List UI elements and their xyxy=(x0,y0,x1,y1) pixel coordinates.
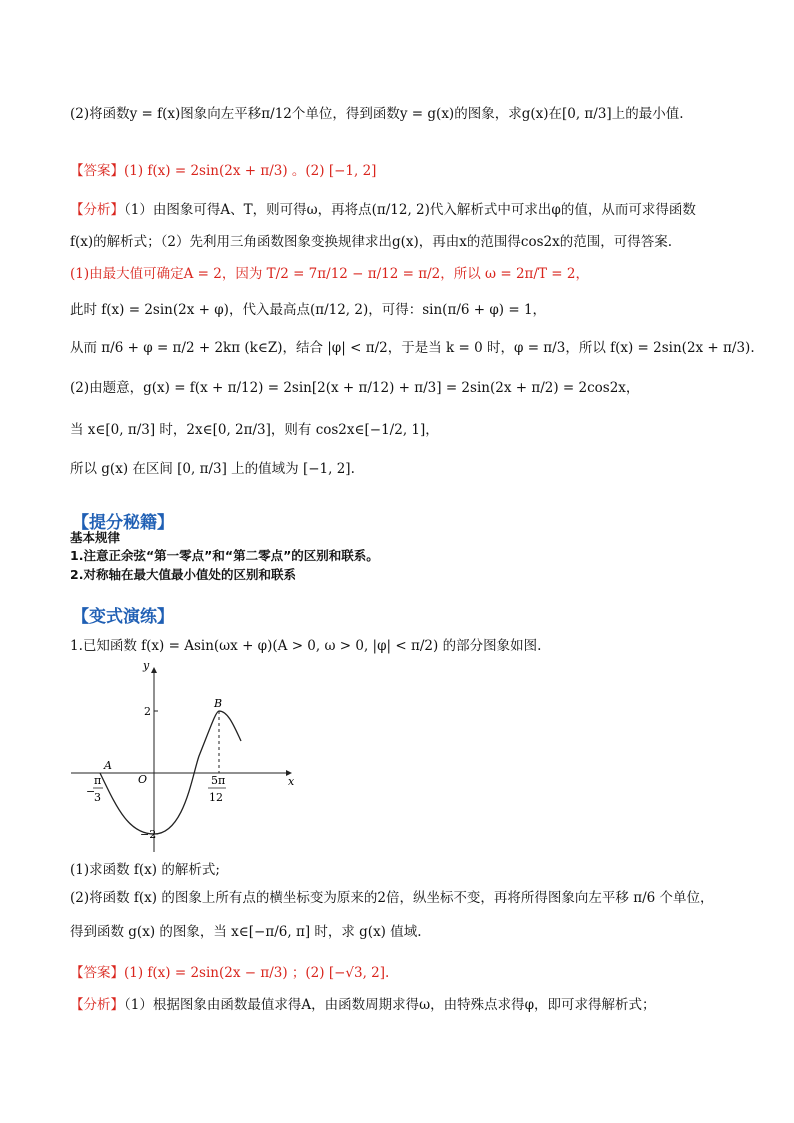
solution-line-5: 当 x∈[0, π/3] 时，2x∈[0, 2π/3]，则有 cos2x∈[−1/2, 1]， xyxy=(70,422,439,438)
x-neg-numerator: π xyxy=(94,774,102,787)
x-neg-denominator: 3 xyxy=(94,791,101,804)
tips-subtitle: 基本规律 xyxy=(70,530,121,545)
answer-2 xyxy=(70,963,730,983)
practice-subquestion-2a: (2)将函数 f(x) 的图象上所有点的横坐标变为原来的2倍，纵坐标不变，再将所得图象向左平移 π/6 个单位， xyxy=(70,890,714,906)
solution-line-3: 从而 π/6 + φ = π/2 + 2kπ (k∈Z)，结合 |φ| < π/2，于是当 k = 0 时，φ = π/3，所以 f(x) = 2sin(2x + π/3). xyxy=(70,340,755,356)
answer-2-body: (1) f(x) = 2sin(2x − π/3) ；(2) [−√3, 2]. xyxy=(124,965,390,981)
practice-subquestion-2b: 得到函数 g(x) 的图象，当 x∈[−π/6, π] 时，求 g(x) 值域. xyxy=(70,924,422,940)
solution-line-2: 此时 f(x) = 2sin(2x + φ)，代入最高点(π/12, 2)，可得：sin(π/6 + φ) = 1， xyxy=(70,302,547,318)
analysis-2-tag: 【分析】 xyxy=(70,997,124,1013)
analysis-tag: 【分析】 xyxy=(70,202,124,218)
analysis-1-line-1: 【分析】（1）由图象可得A、T，则可得ω，再将点(π/12, 2)代入解析式中可求出φ的值，从而可求得函数 xyxy=(70,202,696,218)
tips-item-1: 1.注意正余弦“第一零点”和“第二零点”的区别和联系。 xyxy=(70,548,379,563)
practice-question-1: 1.已知函数 f(x) = Asin(ωx + φ)(A > 0, ω > 0, |φ| < π/2) 的部分图象如图. xyxy=(70,638,542,654)
analysis-1-line-2: f(x)的解析式；（2）先利用三角函数图象变换规律求出g(x)，再由x的范围得cos2x的范围，可得答案. xyxy=(70,234,672,250)
origin-label: O xyxy=(138,773,148,786)
function-graph xyxy=(66,656,306,856)
practice-header: 【变式演练】 xyxy=(72,607,174,627)
x-pos-denominator: 12 xyxy=(209,791,223,804)
question-part-2: (2)将函数y = f(x)图象向左平移π/12个单位，得到函数y = g(x)的图象，求g(x)在[0, π/3]上的最小值. xyxy=(70,106,684,122)
answer-2-tag: 【答案】 xyxy=(70,965,124,981)
y-max-label: 2 xyxy=(144,705,151,718)
tips-header: 【提分秘籍】 xyxy=(72,513,174,533)
x-pos-numerator: 5π xyxy=(211,774,226,787)
solution-line-6: 所以 g(x) 在区间 [0, π/3] 上的值域为 [−1, 2]. xyxy=(70,461,355,477)
solution-line-4: (2)由题意，g(x) = f(x + π/12) = 2sin[2(x + π/12) + π/3] = 2sin(2x + π/2) = 2cos2x， xyxy=(70,380,640,396)
point-b-label: B xyxy=(214,697,223,710)
solution-line-1: (1)由最大值可确定A = 2，因为 T/2 = 7π/12 − π/12 = π/2，所以 ω = 2π/T = 2， xyxy=(70,266,589,282)
x-neg-sign: − xyxy=(86,785,96,798)
point-a-label: A xyxy=(104,759,112,772)
practice-subquestion-1: (1)求函数 f(x) 的解析式; xyxy=(70,862,220,878)
answer-body: (1) f(x) = 2sin(2x + π/3) 。(2) [−1, 2] xyxy=(124,163,377,179)
answer-1 xyxy=(70,161,730,181)
tips-item-2: 2.对称轴在最大值最小值处的区别和联系 xyxy=(70,567,296,582)
y-min-label: −2 xyxy=(140,828,157,841)
x-axis-label: x xyxy=(288,775,295,788)
analysis-2: 【分析】（1）根据图象由函数最值求得A，由函数周期求得ω，由特殊点求得φ，即可求得解析式； xyxy=(70,997,656,1013)
y-axis-label: y xyxy=(143,659,150,672)
answer-tag: 【答案】 xyxy=(70,163,124,179)
